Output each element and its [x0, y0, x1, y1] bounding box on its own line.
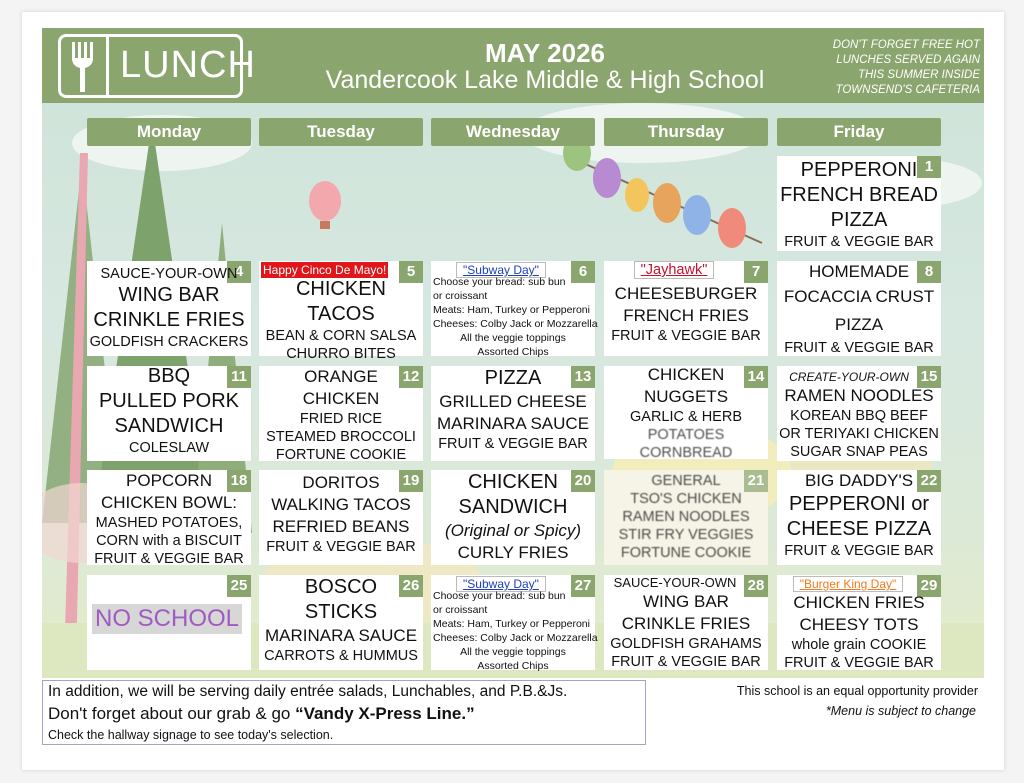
day-cell-21: 21 GENERAL TSO'S CHICKEN RAMEN NOODLES STIR FRY VEGGIES FORTUNE COOKIE: [604, 470, 768, 565]
day-cell-14: 14 CHICKEN NUGGETS GARLIC & HERB POTATOES CORNBREAD: [604, 366, 768, 459]
day-number: 8: [917, 261, 941, 283]
day-number: 29: [917, 575, 941, 597]
day-cell-12: 12 ORANGE CHICKEN FRIED RICE STEAMED BROCCOLI FORTUNE COOKIE: [259, 366, 423, 461]
cinco-de-mayo-tag: Happy Cinco De Mayo!: [263, 263, 387, 277]
day-number: 6: [571, 261, 595, 283]
day-cell-20: 20 CHICKEN SANDWICH (Original or Spicy) CURLY FRIES: [431, 470, 595, 565]
logo-text: LUNCH: [120, 44, 256, 86]
day-cell-29: 29 "Burger King Day" CHICKEN FRIES CHEESY TOTS whole grain COOKIE FRUIT & VEGGIE BAR: [777, 575, 941, 670]
menu-change-note: *Menu is subject to change: [825, 704, 976, 718]
day-cell-27: 27 "Subway Day" Choose your bread: sub bun or croissant Meats: Ham, Turkey or Pepperoni Cheeses: Colby Jack or Mozzarella All the veggie toppings Assorted Chips: [433, 577, 598, 672]
day-cell-18: 18 POPCORN CHICKEN BOWL: MASHED POTATOES, CORN with a BISCUIT FRUIT & VEGGIE BAR: [87, 470, 251, 565]
day-number: 26: [399, 575, 423, 597]
day-cell-28: 28 SAUCE-YOUR-OWN WING BAR CRINKLE FRIES GOLDFISH GRAHAMS FRUIT & VEGGIE BAR: [604, 575, 768, 670]
day-number: 13: [571, 366, 595, 388]
vandy-xpress-line: “Vandy X-Press Line.”: [295, 704, 475, 723]
jayhawk-tag: "Jayhawk": [634, 261, 715, 279]
day-cell-19: 19 DORITOS WALKING TACOS REFRIED BEANS FRUIT & VEGGIE BAR: [259, 470, 423, 565]
no-school-label: NO SCHOOL: [92, 604, 242, 634]
month-title: MAY 2026: [485, 38, 605, 68]
day-number: 5: [399, 261, 423, 283]
day-number: 12: [399, 366, 423, 388]
day-cell-15: 15 CREATE-YOUR-OWN RAMEN NOODLES KOREAN BBQ BEEF OR TERIYAKI CHICKEN SUGAR SNAP PEAS: [777, 366, 941, 461]
day-cell-4: 4 SAUCE-YOUR-OWN WING BAR CRINKLE FRIES GOLDFISH CRACKERS: [87, 261, 251, 356]
burger-king-day-tag: "Burger King Day": [793, 576, 904, 592]
day-cell-26: 26 BOSCO STICKS MARINARA SAUCE CARROTS & HUMMUS: [259, 575, 423, 670]
day-cell-6: 6 "Subway Day" Choose your bread: sub bun or croissant Meats: Ham, Turkey or Pepperoni Cheeses: Colby Jack or Mozzarella All the veggie toppings Assorted Chips: [433, 263, 598, 358]
day-number: 1: [917, 156, 941, 178]
day-number: 25: [227, 575, 251, 597]
day-number: 7: [744, 261, 768, 283]
day-number: 22: [917, 470, 941, 492]
day-number: 15: [917, 366, 941, 388]
day-cell-22: 22 BIG DADDY'S PEPPERONI or CHEESE PIZZA FRUIT & VEGGIE BAR: [777, 470, 941, 565]
subway-day-tag: "Subway Day": [456, 262, 546, 278]
day-header-friday: Friday: [777, 118, 941, 146]
day-header-thursday: Thursday: [604, 118, 768, 146]
day-header-wednesday: Wednesday: [431, 118, 595, 146]
footer-line-3: Check the hallway signage to see today's selection.: [48, 728, 334, 742]
day-number: 18: [227, 470, 251, 492]
day-number: 11: [227, 366, 251, 388]
school-title: Vandercook Lake Middle & High School: [325, 66, 765, 94]
summer-notice: DON'T FORGET FREE HOT LUNCHES SERVED AGAIN THIS SUMMER INSIDE TOWNSEND'S CAFETERIA: [832, 39, 980, 96]
day-number: 19: [399, 470, 423, 492]
day-number: 28: [744, 575, 768, 597]
footer-line-1: In addition, we will be serving daily entrée salads, Lunchables, and P.B.&Js.: [48, 683, 568, 700]
day-number: 20: [571, 470, 595, 492]
logo-divider: [106, 37, 109, 95]
day-cell-7: 7 "Jayhawk" CHEESEBURGER FRENCH FRIES FRUIT & VEGGIE BAR: [604, 261, 768, 356]
day-header-monday: Monday: [87, 118, 251, 146]
day-cell-13: 13 PIZZA GRILLED CHEESE MARINARA SAUCE FRUIT & VEGGIE BAR: [431, 366, 595, 461]
day-cell-5: 5 Happy Cinco De Mayo! CHICKEN TACOS BEAN & CORN SALSA CHURRO BITES: [259, 261, 423, 356]
day-number: 14: [744, 366, 768, 388]
footer-line-2: Don't forget about our grab & go “Vandy X-Press Line.”: [48, 704, 475, 723]
subway-day-tag: "Subway Day": [456, 576, 546, 592]
equal-opportunity-note: This school is an equal opportunity provider: [736, 684, 978, 698]
fork-icon: [68, 40, 98, 94]
day-number: 27: [571, 575, 595, 597]
day-number: 21: [744, 470, 768, 492]
day-header-tuesday: Tuesday: [259, 118, 423, 146]
day-cell-8: 8 HOMEMADE FOCACCIA CRUST PIZZA FRUIT & VEGGIE BAR: [777, 261, 941, 356]
day-number: 4: [227, 261, 251, 283]
day-cell-1: 1 PEPPERONI FRENCH BREAD PIZZA FRUIT & VEGGIE BAR: [777, 156, 941, 251]
balloon-icon: [309, 181, 341, 229]
day-cell-11: 11 BBQ PULLED PORK SANDWICH COLESLAW: [87, 366, 251, 461]
